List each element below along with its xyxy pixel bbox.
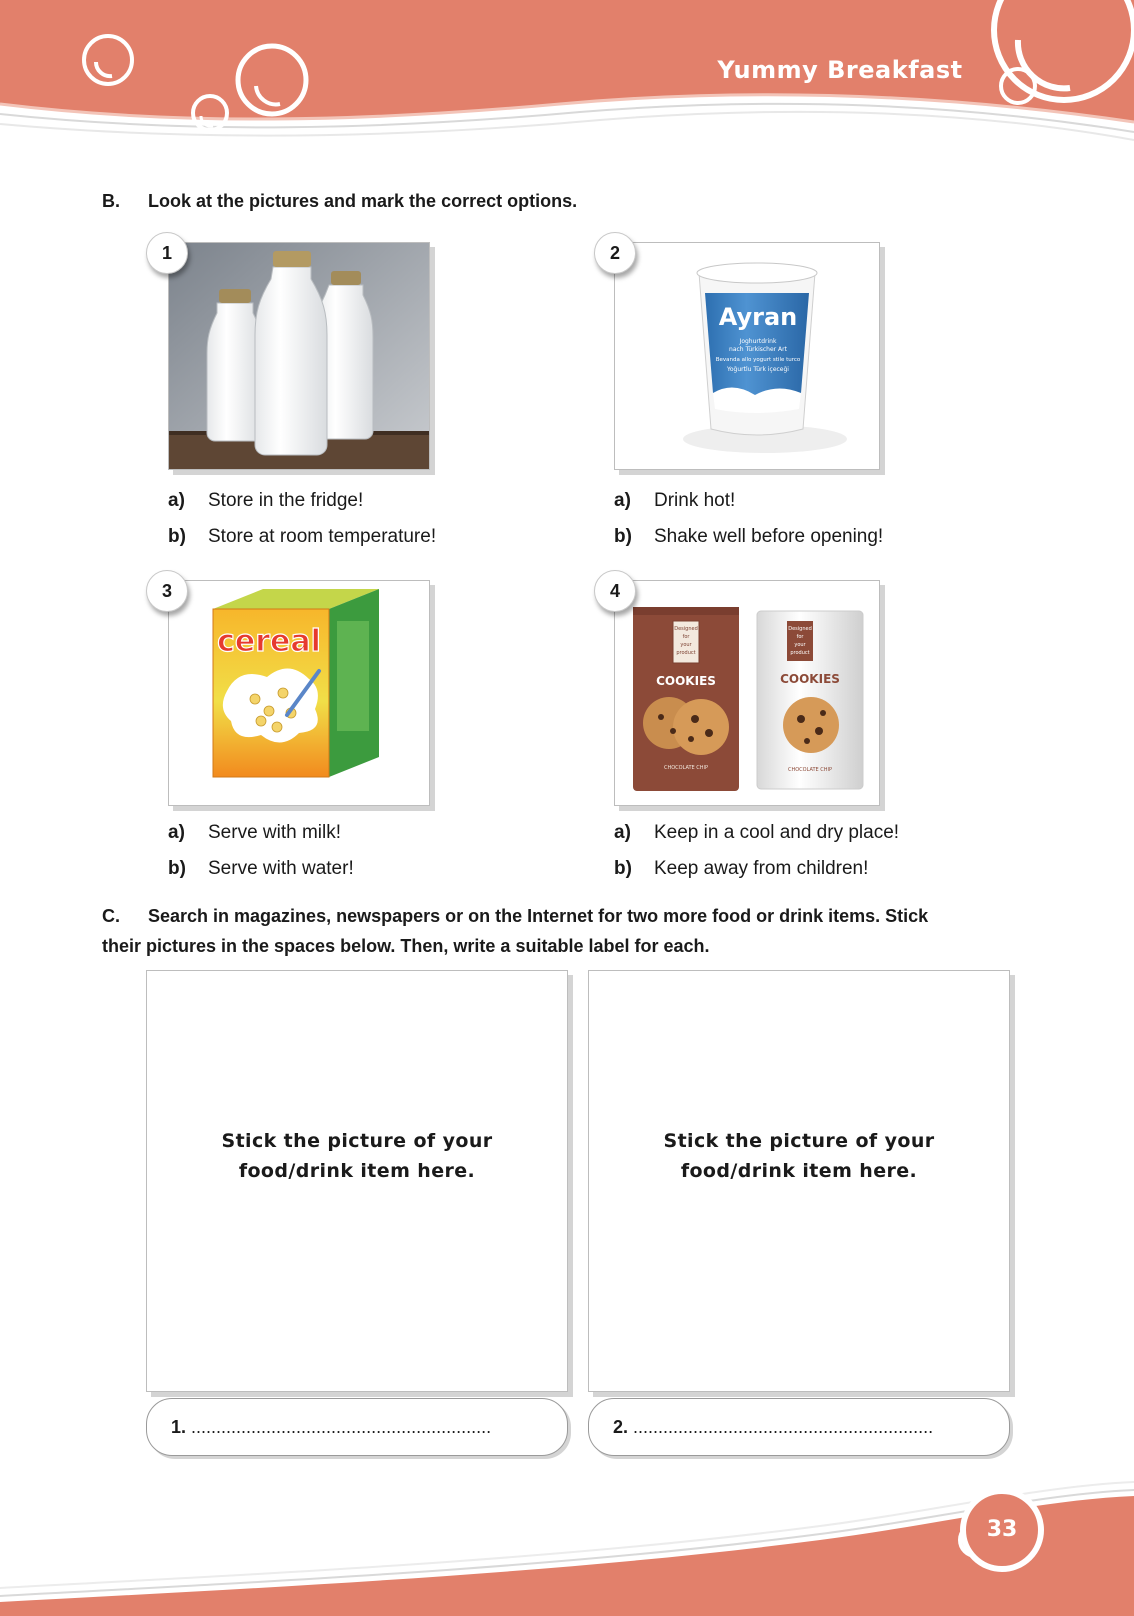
bag1-flavor-text: CHOCOLATE CHIP bbox=[663, 765, 709, 771]
item-2-number: 2 bbox=[594, 232, 636, 274]
bag1-tag-line2: for bbox=[682, 634, 690, 640]
milk-bottles-image bbox=[169, 243, 429, 469]
item-3-number: 3 bbox=[146, 570, 188, 612]
stick-box-2-line2: food/drink item here. bbox=[680, 1160, 918, 1182]
stick-box-2-line1: Stick the picture of your bbox=[663, 1130, 935, 1152]
item-1-picture bbox=[168, 242, 430, 470]
ayran-cup-image bbox=[615, 243, 879, 469]
label-field-2-text bbox=[613, 1417, 933, 1438]
item-1-number: 1 bbox=[146, 232, 188, 274]
bag2-tag-line2: for bbox=[796, 634, 804, 640]
option-text: Serve with milk! bbox=[208, 822, 342, 843]
bag2-cookies-text: COOKIES bbox=[780, 672, 840, 686]
label-1-dots: ............................................................ bbox=[191, 1417, 492, 1437]
label-field-2[interactable] bbox=[588, 1398, 1010, 1456]
label-2-number: 2. bbox=[613, 1417, 629, 1437]
label-1-number: 1. bbox=[171, 1417, 187, 1437]
label-2-dots: ............................................................ bbox=[633, 1417, 934, 1437]
option-letter: b) bbox=[614, 858, 632, 879]
section-b-heading bbox=[102, 186, 577, 216]
section-c-line1 bbox=[102, 901, 1042, 931]
item-4-number: 4 bbox=[594, 570, 636, 612]
section-c-heading bbox=[102, 901, 1042, 961]
ayran-line3: Bevanda allo yogurt stile turco bbox=[715, 357, 801, 363]
stick-box-2-text bbox=[589, 1126, 1009, 1186]
option-letter: b) bbox=[168, 858, 186, 879]
bag2-flavor-text: CHOCOLATE CHIP bbox=[787, 767, 833, 773]
item-4-picture bbox=[614, 580, 880, 806]
stick-box-1-line1: Stick the picture of your bbox=[221, 1130, 493, 1152]
option-letter: a) bbox=[168, 490, 185, 511]
item-1-option-b[interactable] bbox=[168, 524, 436, 550]
option-letter: a) bbox=[614, 490, 631, 511]
item-3-picture bbox=[168, 580, 430, 806]
option-text: Shake well before opening! bbox=[654, 526, 884, 547]
header-title: Yummy Breakfast bbox=[717, 56, 963, 84]
section-c-instruction-line2: their pictures in the spaces below. Then, write a suitable label for each. bbox=[102, 936, 710, 956]
item-3-option-a[interactable] bbox=[168, 820, 341, 846]
stick-box-1-line2: food/drink item here. bbox=[238, 1160, 476, 1182]
option-text: Serve with water! bbox=[208, 858, 354, 879]
item-4-option-b[interactable] bbox=[614, 856, 868, 882]
bag1-tag-line4: product bbox=[676, 650, 696, 656]
stick-box-1-text bbox=[147, 1126, 567, 1186]
item-2-option-b[interactable] bbox=[614, 524, 883, 550]
ayran-line4: Yoğurtlu Türk içeceği bbox=[727, 366, 789, 373]
stick-picture-box-2[interactable] bbox=[588, 970, 1010, 1392]
option-letter: a) bbox=[614, 822, 631, 843]
ayran-line2: nach Türkischer Art bbox=[729, 346, 787, 353]
bag1-tag-line1: Designed bbox=[674, 626, 698, 632]
bag2-tag-line1: Designed bbox=[788, 626, 812, 632]
cereal-brand-text: cereal bbox=[217, 624, 321, 659]
option-text: Keep in a cool and dry place! bbox=[654, 822, 900, 843]
option-letter: b) bbox=[614, 526, 632, 547]
bag1-cookies-text: COOKIES bbox=[656, 674, 716, 688]
label-field-1-text bbox=[171, 1417, 491, 1438]
page-number: 33 bbox=[960, 1488, 1044, 1572]
section-c-instruction-line1: Search in magazines, newspapers or on the Internet for two more food or drink items. Stick bbox=[148, 906, 929, 926]
bag1-tag-line3: your bbox=[680, 642, 692, 648]
stick-picture-box-1[interactable] bbox=[146, 970, 568, 1392]
option-text: Drink hot! bbox=[654, 490, 736, 511]
section-b-instruction: Look at the pictures and mark the correct options. bbox=[148, 191, 578, 211]
ayran-brand-text: Ayran bbox=[718, 303, 798, 331]
option-text: Store in the fridge! bbox=[208, 490, 364, 511]
option-letter: b) bbox=[168, 526, 186, 547]
option-letter: a) bbox=[168, 822, 185, 843]
item-1-option-a[interactable] bbox=[168, 488, 363, 514]
ayran-line1: Joghurtdrink bbox=[739, 338, 777, 345]
bag2-tag-line4: product bbox=[790, 650, 810, 656]
option-text: Store at room temperature! bbox=[208, 526, 437, 547]
bag2-tag-line3: your bbox=[794, 642, 806, 648]
label-field-1[interactable] bbox=[146, 1398, 568, 1456]
option-text: Keep away from children! bbox=[654, 858, 869, 879]
cereal-box-image bbox=[169, 581, 429, 805]
item-2-picture bbox=[614, 242, 880, 470]
cookie-bags-image bbox=[615, 581, 879, 805]
item-3-option-b[interactable] bbox=[168, 856, 354, 882]
section-b-letter: B. bbox=[102, 191, 120, 211]
section-c-letter: C. bbox=[102, 906, 120, 926]
item-2-option-a[interactable] bbox=[614, 488, 735, 514]
item-4-option-a[interactable] bbox=[614, 820, 899, 846]
